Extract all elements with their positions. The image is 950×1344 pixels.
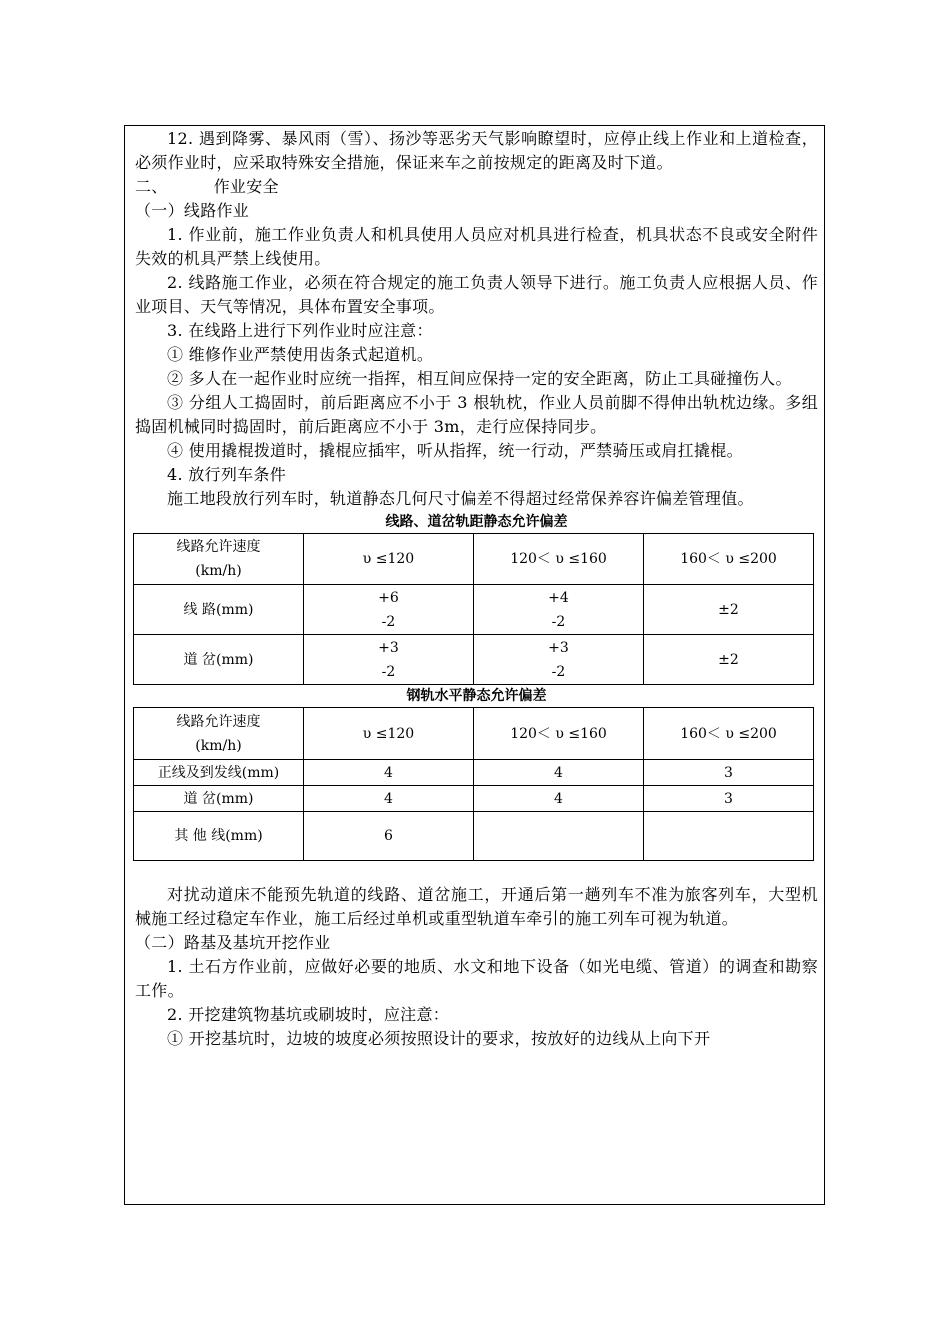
header-cell: 120＜ υ ≤160: [474, 534, 644, 585]
section-number: 二、: [135, 177, 168, 196]
table-cell: [644, 812, 814, 861]
section-title: 作业安全: [213, 177, 279, 196]
table-cell: 4: [304, 786, 474, 812]
table-cell: +3 -2: [304, 635, 474, 685]
header-cell: 线路允许速度 (km/h): [134, 708, 304, 760]
paragraph: 2. 开挖建筑物基坑或刷坡时，应注意：: [167, 1005, 450, 1024]
list-item: ③ 分组人工捣固时，前后距离应不小于 3 根轨枕，作业人员前脚不得伸出轨枕边缘。多组捣固机械同时捣固时，前后距离应不小于 3m，走行应保持同步。: [135, 393, 818, 436]
table-cell: 3: [644, 786, 814, 812]
header-cell: υ ≤120: [304, 708, 474, 760]
table-header-row: [134, 708, 814, 760]
list-item: ① 维修作业严禁使用齿条式起道机。: [167, 345, 434, 364]
paragraph: 1. 作业前，施工作业负责人和机具使用人员应对机具进行检查，机具状态不良或安全附件失效的机具严禁上线使用。: [135, 225, 818, 268]
table-row: [134, 585, 814, 635]
paragraph: 施工地段放行列车时，轨道静态几何尺寸偏差不得超过经常保养容许偏差管理值。: [167, 489, 754, 508]
table-caption: 线路、道岔轨距静态允许偏差: [385, 514, 568, 530]
paragraph-item-12: 12. 遇到降雾、暴风雨（雪）、扬沙等恶劣天气影响瞭望时，应停止线上作业和上道检查，必须作业时，应采取特殊安全措施，保证来车之前按规定的距离及时下道。: [135, 129, 818, 172]
list-item: ④ 使用撬棍拨道时，撬棍应插牢，听从指挥，统一行动，严禁骑压或肩扛撬棍。: [167, 441, 743, 460]
table-cell: +3 -2: [474, 635, 644, 685]
table-cell: ±2: [644, 635, 814, 685]
paragraph: 对扰动道床不能预先轨道的线路、道岔施工，开通后第一趟列车不准为旅客列车，大型机械施工经过稳定车作业，施工后经过单机或重型轨道车牵引的施工列车可视为轨道。: [135, 885, 818, 928]
paragraph: 2. 线路施工作业，必须在符合规定的施工负责人领导下进行。施工负责人应根据人员、作业项目、天气等情况，具体布置安全事项。: [135, 273, 818, 316]
table-cell: [474, 812, 644, 861]
section-heading: [135, 175, 818, 199]
row-label: 其 他 线(mm): [134, 812, 304, 861]
table-cell: 3: [644, 760, 814, 786]
subsection-title: （二）路基及基坑开挖作业: [135, 933, 331, 952]
level-tolerance-table: [133, 707, 814, 861]
header-cell: 120＜ υ ≤160: [474, 708, 644, 760]
row-label: 道 岔(mm): [134, 786, 304, 812]
subsection-title: （一）线路作业: [135, 201, 250, 220]
row-label: 道 岔(mm): [134, 635, 304, 685]
list-item: ② 多人在一起作业时应统一指挥，相互间应保持一定的安全距离，防止工具碰撞伤人。: [167, 369, 792, 388]
table-cell: 4: [304, 760, 474, 786]
table-cell: ±2: [644, 585, 814, 635]
paragraph: 1. 土石方作业前，应做好必要的地质、水文和地下设备（如光电缆、管道）的调查和勘察工作。: [135, 957, 818, 1000]
list-item: ① 开挖基坑时，边坡的坡度必须按照设计的要求，按放好的边线从上向下开: [167, 1029, 711, 1048]
table-cell: 4: [474, 760, 644, 786]
table-caption: 钢轨水平静态允许偏差: [406, 688, 547, 704]
header-cell: 160＜ υ ≤200: [644, 708, 814, 760]
table-row: [134, 786, 814, 812]
gauge-tolerance-table: [133, 533, 814, 685]
row-label: 正线及到发线(mm): [134, 760, 304, 786]
document-body: [135, 127, 818, 1051]
table-row: [134, 812, 814, 861]
table-cell: +4 -2: [474, 585, 644, 635]
table-row: [134, 760, 814, 786]
header-cell: 线路允许速度 (km/h): [134, 534, 304, 585]
table-cell: 6: [304, 812, 474, 861]
table-row: [134, 635, 814, 685]
document-frame: [124, 125, 825, 1205]
table-header-row: [134, 534, 814, 585]
table-cell: 4: [474, 786, 644, 812]
row-label: 线 路(mm): [134, 585, 304, 635]
paragraph: 4. 放行列车条件: [167, 465, 287, 484]
header-cell: υ ≤120: [304, 534, 474, 585]
header-cell: 160＜ υ ≤200: [644, 534, 814, 585]
table-cell: +6 -2: [304, 585, 474, 635]
paragraph: 3. 在线路上进行下列作业时应注意：: [167, 321, 433, 340]
